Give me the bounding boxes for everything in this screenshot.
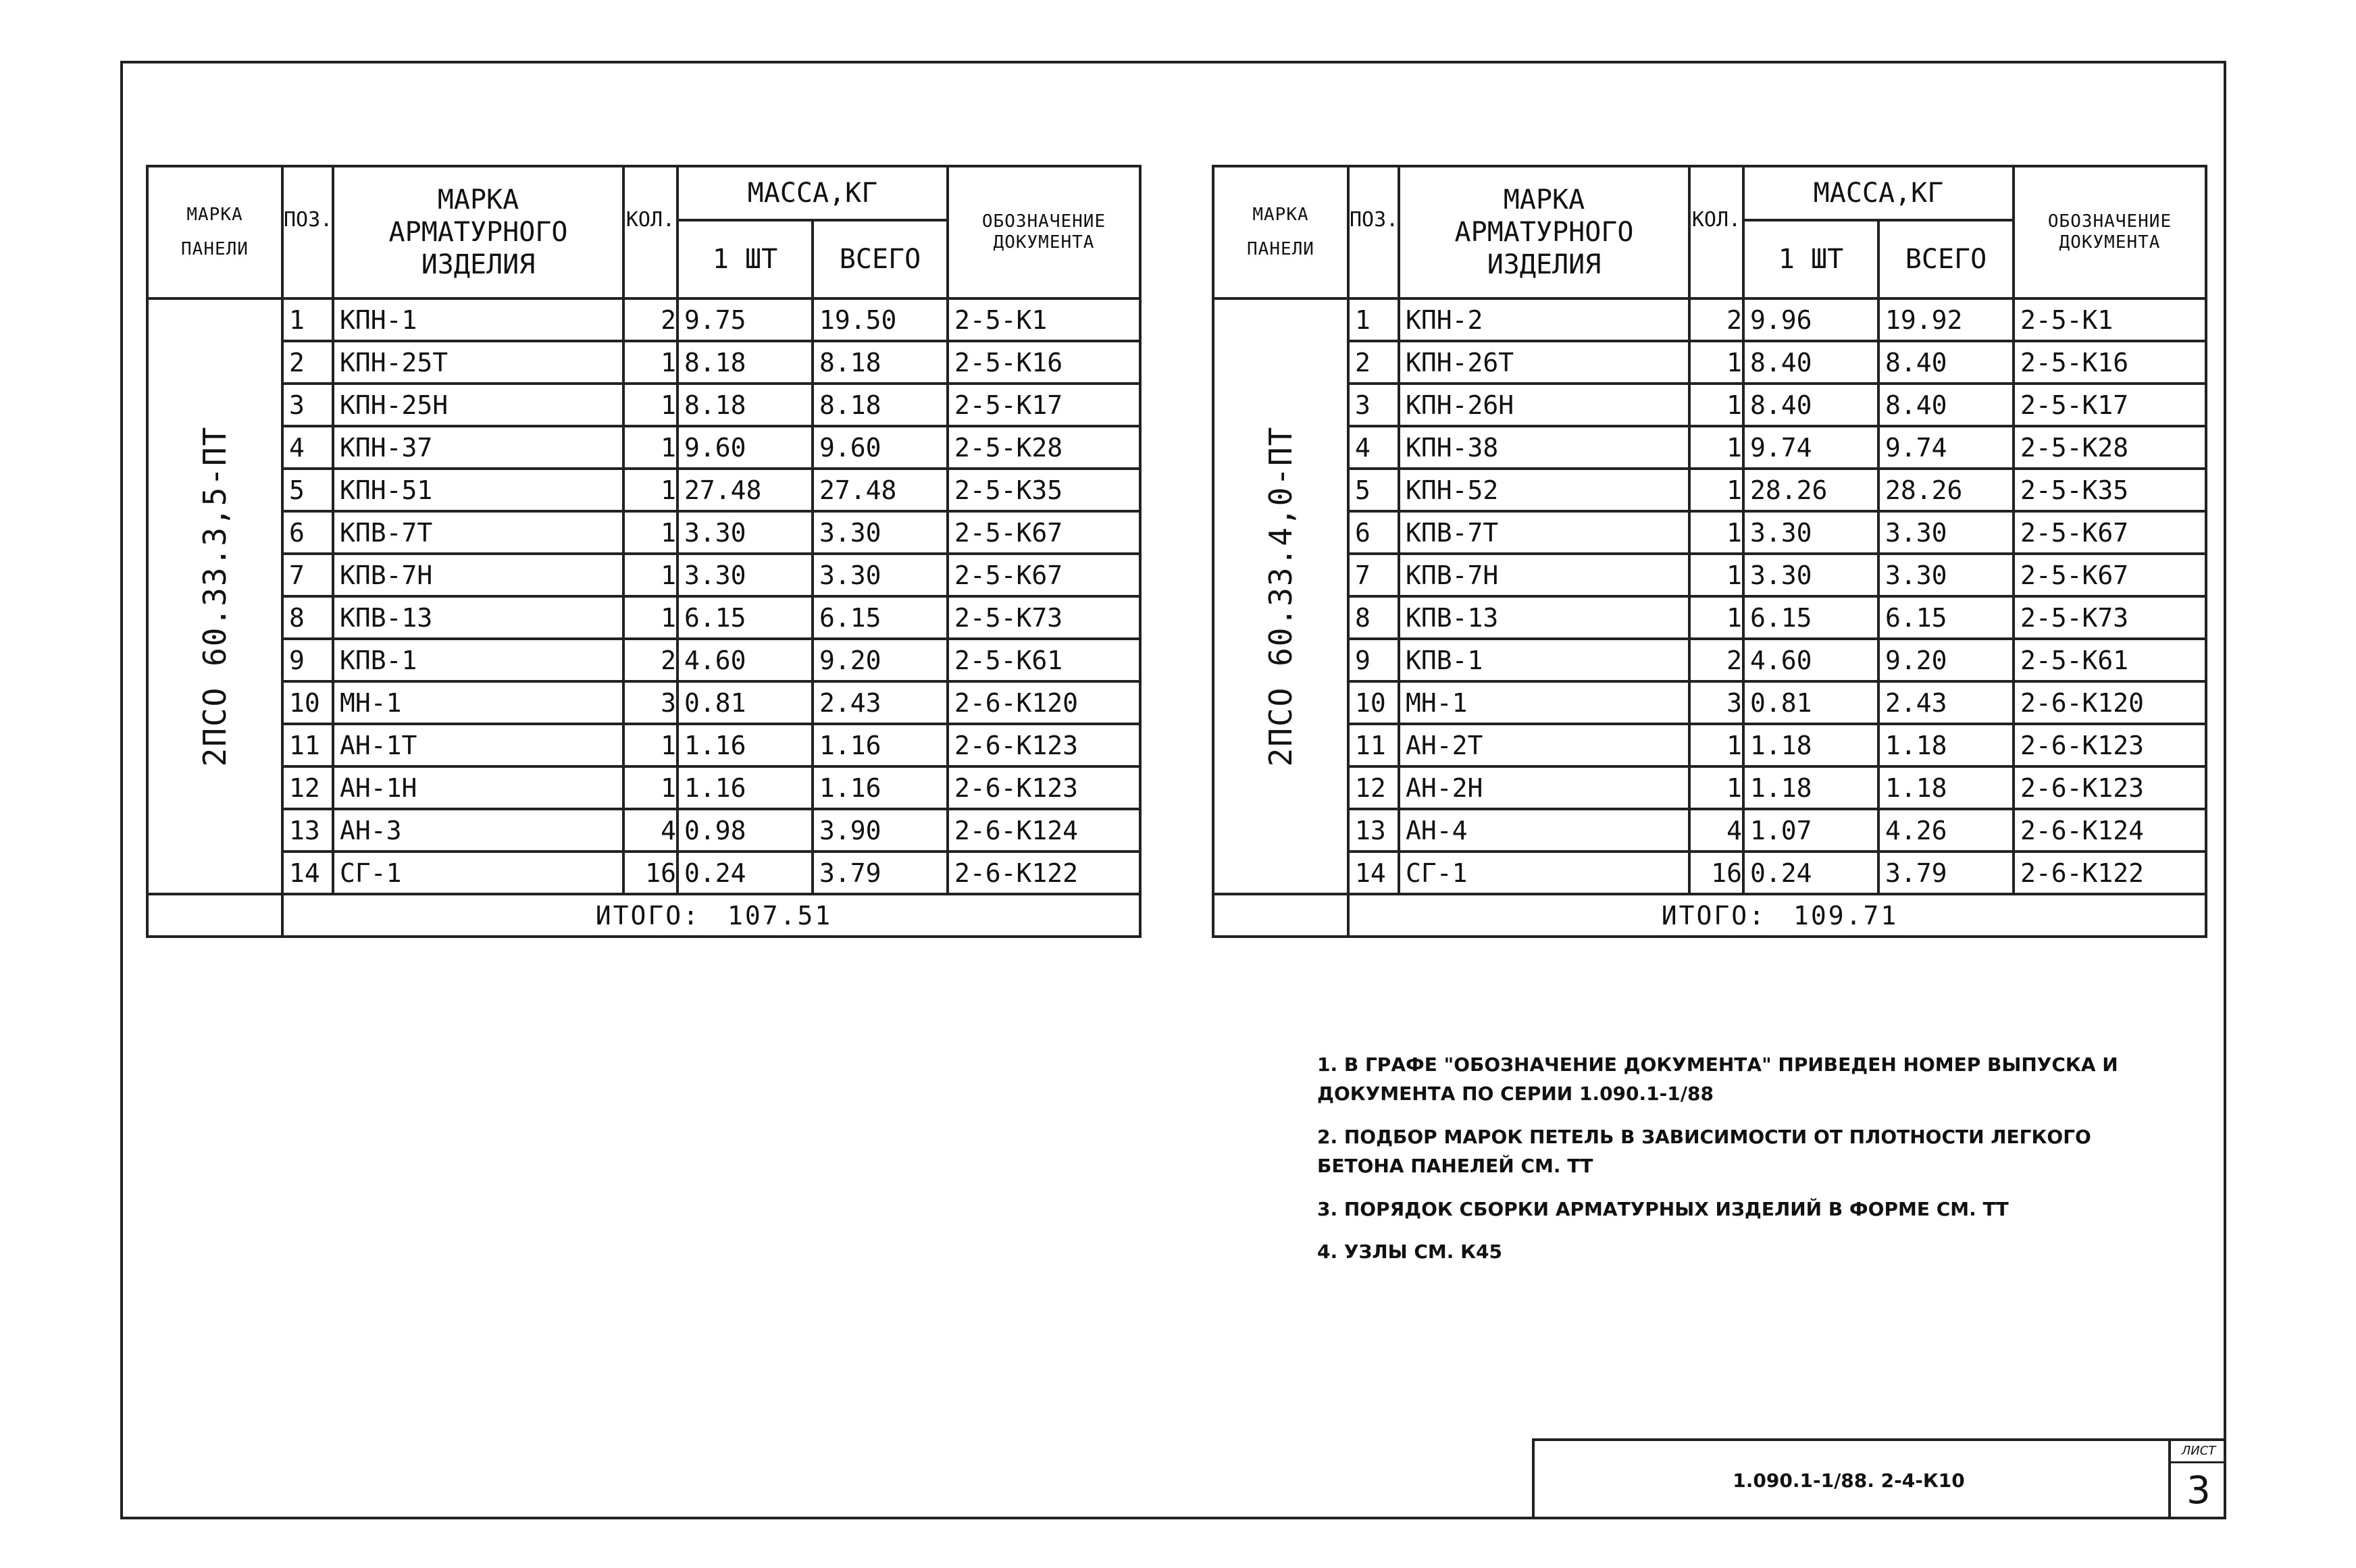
header-doc-line: ДОКУМЕНТА: [2059, 232, 2161, 253]
cell-item: КПВ-1: [333, 639, 623, 681]
note-item: 2. ПОДБОР МАРОК ПЕТЕЛЬ В ЗАВИСИМОСТИ ОТ ПЛОТНОСТИ ЛЕГКОГО БЕТОНА ПАНЕЛЕЙ СМ. ТТ: [1317, 1125, 2091, 1178]
cell-doc: 2-5-К61: [2014, 639, 2206, 681]
panel-cell: [1213, 298, 1348, 894]
header-panel: [1213, 166, 1348, 298]
cell-doc: 2-5-К67: [948, 554, 1140, 596]
header-qty: КОЛ.: [623, 166, 677, 298]
cell-item: КПН-26Н: [1399, 384, 1689, 426]
spec-table-2: [1212, 165, 2207, 938]
cell-doc: 2-6-К120: [948, 681, 1140, 724]
total-value: 107.51: [727, 900, 833, 931]
cell-doc: 2-5-К17: [948, 384, 1140, 426]
cell-qty: 1: [1689, 511, 1743, 554]
table-row: [147, 511, 1140, 554]
cell-mass-one: 1.07: [1743, 809, 1878, 852]
table-row: [1213, 809, 2206, 852]
cell-item: КПН-2: [1399, 298, 1689, 341]
cell-pos: 9: [282, 639, 333, 681]
header-qty: КОЛ.: [1689, 166, 1743, 298]
cell-mass-one: 3.30: [677, 511, 813, 554]
total-value: 109.71: [1793, 900, 1899, 931]
cell-pos: 5: [282, 469, 333, 511]
table-row: [1213, 341, 2206, 384]
cell-item: АН-2Т: [1399, 724, 1689, 766]
cell-item: МН-1: [1399, 681, 1689, 724]
cell-doc: 2-6-К123: [2014, 724, 2206, 766]
header-item-line: АРМАТУРНОГО: [1454, 217, 1634, 248]
sheet-number: 3: [2186, 1469, 2211, 1513]
table-row: [147, 341, 1140, 384]
cell-qty: 2: [623, 639, 677, 681]
cell-item: КПН-51: [333, 469, 623, 511]
header-item-line: ИЗДЕЛИЯ: [421, 249, 536, 280]
cell-item: КПВ-13: [333, 596, 623, 639]
cell-item: КПН-38: [1399, 426, 1689, 469]
cell-pos: 11: [1348, 724, 1399, 766]
total-blank: [147, 894, 282, 937]
header-mass-one: 1 ШТ: [677, 220, 813, 298]
header-doc-line: ОБОЗНАЧЕНИЕ: [981, 211, 1106, 232]
total-row: [282, 894, 1140, 937]
table-row: [1213, 852, 2206, 894]
cell-item: АН-1Т: [333, 724, 623, 766]
cell-mass-one: 4.60: [1743, 639, 1878, 681]
cell-item: АН-4: [1399, 809, 1689, 852]
panel-mark: 2ПСО 60.33.4,0-ПТ: [1262, 425, 1299, 767]
cell-mass-one: 9.74: [1743, 426, 1878, 469]
cell-pos: 1: [1348, 298, 1399, 341]
cell-doc: 2-5-К17: [2014, 384, 2206, 426]
cell-item: КПН-26Т: [1399, 341, 1689, 384]
cell-qty: 1: [1689, 426, 1743, 469]
cell-pos: 14: [282, 852, 333, 894]
cell-mass-one: 0.98: [677, 809, 813, 852]
header-pos: ПОЗ.: [1348, 166, 1399, 298]
cell-item: КПН-25Н: [333, 384, 623, 426]
cell-mass-total: 6.15: [813, 596, 948, 639]
cell-mass-one: 9.96: [1743, 298, 1878, 341]
cell-doc: 2-5-К16: [2014, 341, 2206, 384]
cell-pos: 6: [282, 511, 333, 554]
cell-qty: 1: [1689, 469, 1743, 511]
cell-mass-total: 3.79: [813, 852, 948, 894]
cell-pos: 3: [1348, 384, 1399, 426]
cell-pos: 6: [1348, 511, 1399, 554]
cell-qty: 4: [623, 809, 677, 852]
cell-mass-one: 0.81: [677, 681, 813, 724]
cell-mass-one: 1.16: [677, 766, 813, 809]
header-panel: [147, 166, 282, 298]
cell-mass-total: 27.48: [813, 469, 948, 511]
cell-doc: 2-5-К67: [2014, 554, 2206, 596]
cell-doc: 2-6-К122: [2014, 852, 2206, 894]
cell-mass-one: 0.24: [1743, 852, 1878, 894]
table-row: [1213, 596, 2206, 639]
table-row: [147, 809, 1140, 852]
total-label: ИТОГО:: [595, 900, 700, 931]
cell-doc: 2-5-К67: [948, 511, 1140, 554]
table-row: [147, 639, 1140, 681]
header-mass-total: ВСЕГО: [813, 220, 948, 298]
table-row: [147, 852, 1140, 894]
cell-mass-total: 9.20: [813, 639, 948, 681]
cell-pos: 2: [1348, 341, 1399, 384]
cell-doc: 2-5-К1: [2014, 298, 2206, 341]
cell-qty: 1: [623, 724, 677, 766]
cell-pos: 7: [1348, 554, 1399, 596]
cell-doc: 2-5-К35: [2014, 469, 2206, 511]
cell-pos: 12: [1348, 766, 1399, 809]
spec-table-1: [146, 165, 1142, 938]
cell-pos: 9: [1348, 639, 1399, 681]
cell-item: КПВ-1: [1399, 639, 1689, 681]
cell-mass-total: 8.40: [1878, 384, 2014, 426]
cell-mass-one: 6.15: [1743, 596, 1878, 639]
cell-mass-one: 1.18: [1743, 766, 1878, 809]
cell-mass-total: 1.18: [1878, 724, 2014, 766]
header-item-line: ИЗДЕЛИЯ: [1487, 249, 1602, 280]
table-row: [1213, 511, 2206, 554]
cell-mass-total: 9.20: [1878, 639, 2014, 681]
cell-qty: 1: [623, 469, 677, 511]
cell-pos: 13: [1348, 809, 1399, 852]
cell-item: КПН-1: [333, 298, 623, 341]
cell-doc: 2-6-К124: [2014, 809, 2206, 852]
cell-qty: 3: [623, 681, 677, 724]
cell-mass-one: 8.18: [677, 341, 813, 384]
cell-doc: 2-6-К122: [948, 852, 1140, 894]
header-doc-line: ДОКУМЕНТА: [993, 232, 1095, 253]
sheet-label: ЛИСТ: [2171, 1441, 2226, 1463]
cell-mass-total: 3.30: [1878, 511, 2014, 554]
cell-qty: 16: [623, 852, 677, 894]
cell-mass-total: 8.40: [1878, 341, 2014, 384]
cell-qty: 1: [623, 384, 677, 426]
cell-item: КПН-37: [333, 426, 623, 469]
cell-mass-total: 6.15: [1878, 596, 2014, 639]
cell-mass-total: 3.79: [1878, 852, 2014, 894]
cell-mass-one: 27.48: [677, 469, 813, 511]
cell-qty: 1: [623, 554, 677, 596]
cell-qty: 1: [1689, 724, 1743, 766]
header-mass-total: ВСЕГО: [1878, 220, 2014, 298]
cell-item: СГ-1: [1399, 852, 1689, 894]
header-doc: [948, 166, 1140, 298]
header-panel-line: ПАНЕЛИ: [181, 239, 249, 259]
table-row: [1213, 681, 2206, 724]
cell-item: КПВ-7Т: [1399, 511, 1689, 554]
table-row: [1213, 766, 2206, 809]
cell-item: АН-3: [333, 809, 623, 852]
table-row: [147, 681, 1140, 724]
cell-pos: 7: [282, 554, 333, 596]
cell-pos: 4: [282, 426, 333, 469]
cell-qty: 1: [623, 426, 677, 469]
cell-mass-one: 9.60: [677, 426, 813, 469]
cell-mass-one: 4.60: [677, 639, 813, 681]
table-row: [1213, 639, 2206, 681]
table-row: [147, 469, 1140, 511]
cell-doc: 2-5-К35: [948, 469, 1140, 511]
header-doc-line: ОБОЗНАЧЕНИЕ: [2047, 211, 2172, 232]
cell-qty: 1: [623, 341, 677, 384]
cell-mass-one: 3.30: [1743, 554, 1878, 596]
panel-cell: [147, 298, 282, 894]
note-item: 3. ПОРЯДОК СБОРКИ АРМАТУРНЫХ ИЗДЕЛИЙ В ФОРМЕ СМ. ТТ: [1317, 1197, 2009, 1220]
cell-item: АН-1Н: [333, 766, 623, 809]
table-row: [1213, 554, 2206, 596]
cell-doc: 2-6-К123: [948, 766, 1140, 809]
cell-item: КПВ-7Т: [333, 511, 623, 554]
cell-mass-total: 3.30: [1878, 554, 2014, 596]
cell-pos: 10: [1348, 681, 1399, 724]
cell-qty: 2: [1689, 298, 1743, 341]
cell-qty: 16: [1689, 852, 1743, 894]
cell-mass-total: 2.43: [1878, 681, 2014, 724]
cell-doc: 2-6-К123: [948, 724, 1140, 766]
cell-qty: 1: [623, 766, 677, 809]
cell-item: КПВ-7Н: [333, 554, 623, 596]
cell-pos: 10: [282, 681, 333, 724]
cell-doc: 2-5-К28: [2014, 426, 2206, 469]
table-row: [147, 384, 1140, 426]
title-block: [1532, 1438, 2226, 1519]
cell-doc: 2-5-К16: [948, 341, 1140, 384]
cell-doc: 2-5-К28: [948, 426, 1140, 469]
cell-pos: 3: [282, 384, 333, 426]
cell-item: КПВ-7Н: [1399, 554, 1689, 596]
cell-mass-one: 8.40: [1743, 341, 1878, 384]
header-panel-line: ПАНЕЛИ: [1247, 239, 1314, 259]
cell-mass-total: 19.50: [813, 298, 948, 341]
cell-doc: 2-5-К73: [2014, 596, 2206, 639]
table-row: [147, 554, 1140, 596]
cell-item: КПН-52: [1399, 469, 1689, 511]
table-row: [147, 724, 1140, 766]
cell-mass-one: 28.26: [1743, 469, 1878, 511]
cell-pos: 8: [282, 596, 333, 639]
cell-item: КПВ-13: [1399, 596, 1689, 639]
cell-item: СГ-1: [333, 852, 623, 894]
cell-doc: 2-5-К73: [948, 596, 1140, 639]
cell-item: МН-1: [333, 681, 623, 724]
cell-qty: 4: [1689, 809, 1743, 852]
table-row: [1213, 469, 2206, 511]
notes: [1317, 1050, 2161, 1280]
document-code: 1.090.1-1/88. 2-4-К10: [1733, 1469, 1965, 1492]
cell-mass-one: 0.81: [1743, 681, 1878, 724]
cell-mass-one: 1.18: [1743, 724, 1878, 766]
cell-mass-one: 1.16: [677, 724, 813, 766]
cell-item: КПН-25Т: [333, 341, 623, 384]
cell-qty: 1: [1689, 341, 1743, 384]
header-panel-line: МАРКА: [186, 204, 243, 225]
cell-doc: 2-6-К124: [948, 809, 1140, 852]
cell-qty: 1: [623, 511, 677, 554]
header-item-line: МАРКА: [1503, 184, 1585, 215]
sheet-box: [2168, 1441, 2226, 1519]
cell-mass-one: 9.75: [677, 298, 813, 341]
cell-mass-total: 9.60: [813, 426, 948, 469]
cell-mass-total: 1.16: [813, 724, 948, 766]
header-item: [333, 166, 623, 298]
cell-doc: 2-6-К123: [2014, 766, 2206, 809]
cell-qty: 1: [623, 596, 677, 639]
table-row: [1213, 384, 2206, 426]
cell-doc: 2-6-К120: [2014, 681, 2206, 724]
header-panel-line: МАРКА: [1252, 204, 1309, 225]
cell-doc: 2-5-К61: [948, 639, 1140, 681]
header-item-line: АРМАТУРНОГО: [388, 217, 568, 248]
header-mass: МАССА,КГ: [1743, 166, 2014, 220]
cell-pos: 11: [282, 724, 333, 766]
cell-pos: 5: [1348, 469, 1399, 511]
cell-mass-total: 2.43: [813, 681, 948, 724]
cell-mass-one: 3.30: [677, 554, 813, 596]
table-row: [1213, 298, 2206, 341]
total-row: [1348, 894, 2206, 937]
cell-pos: 13: [282, 809, 333, 852]
note-item: 4. УЗЛЫ СМ. К45: [1317, 1240, 1503, 1263]
cell-qty: 2: [623, 298, 677, 341]
cell-doc: 2-5-К67: [2014, 511, 2206, 554]
cell-mass-total: 3.90: [813, 809, 948, 852]
cell-qty: 1: [1689, 554, 1743, 596]
table-row: [147, 298, 1140, 341]
cell-qty: 1: [1689, 766, 1743, 809]
cell-pos: 14: [1348, 852, 1399, 894]
total-label: ИТОГО:: [1661, 900, 1766, 931]
header-mass-one: 1 ШТ: [1743, 220, 1878, 298]
cell-qty: 2: [1689, 639, 1743, 681]
cell-mass-total: 1.18: [1878, 766, 2014, 809]
cell-qty: 1: [1689, 596, 1743, 639]
table-row: [1213, 426, 2206, 469]
cell-mass-total: 3.30: [813, 511, 948, 554]
header-pos: ПОЗ.: [282, 166, 333, 298]
cell-pos: 1: [282, 298, 333, 341]
header-item: [1399, 166, 1689, 298]
cell-mass-one: 8.40: [1743, 384, 1878, 426]
cell-mass-total: 28.26: [1878, 469, 2014, 511]
cell-mass-one: 8.18: [677, 384, 813, 426]
total-blank: [1213, 894, 1348, 937]
panel-mark: 2ПСО 60.33.3,5-ПТ: [197, 425, 233, 767]
cell-item: АН-2Н: [1399, 766, 1689, 809]
cell-mass-total: 1.16: [813, 766, 948, 809]
table-row: [1213, 724, 2206, 766]
cell-pos: 2: [282, 341, 333, 384]
cell-mass-total: 3.30: [813, 554, 948, 596]
cell-mass-total: 19.92: [1878, 298, 2014, 341]
cell-qty: 1: [1689, 384, 1743, 426]
cell-mass-total: 8.18: [813, 384, 948, 426]
cell-mass-total: 8.18: [813, 341, 948, 384]
table-row: [147, 766, 1140, 809]
cell-mass-one: 3.30: [1743, 511, 1878, 554]
note-item: 1. В ГРАФЕ "ОБОЗНАЧЕНИЕ ДОКУМЕНТА" ПРИВЕДЕН НОМЕР ВЫПУСКА И ДОКУМЕНТА ПО СЕРИИ 1.090.1-1/88: [1317, 1053, 2118, 1105]
cell-mass-total: 9.74: [1878, 426, 2014, 469]
cell-pos: 4: [1348, 426, 1399, 469]
cell-mass-total: 4.26: [1878, 809, 2014, 852]
table-row: [147, 596, 1140, 639]
cell-pos: 12: [282, 766, 333, 809]
table-row: [147, 426, 1140, 469]
cell-mass-one: 0.24: [677, 852, 813, 894]
header-doc: [2014, 166, 2206, 298]
header-mass: МАССА,КГ: [677, 166, 948, 220]
cell-pos: 8: [1348, 596, 1399, 639]
cell-qty: 3: [1689, 681, 1743, 724]
cell-doc: 2-5-К1: [948, 298, 1140, 341]
header-item-line: МАРКА: [437, 184, 519, 215]
cell-mass-one: 6.15: [677, 596, 813, 639]
